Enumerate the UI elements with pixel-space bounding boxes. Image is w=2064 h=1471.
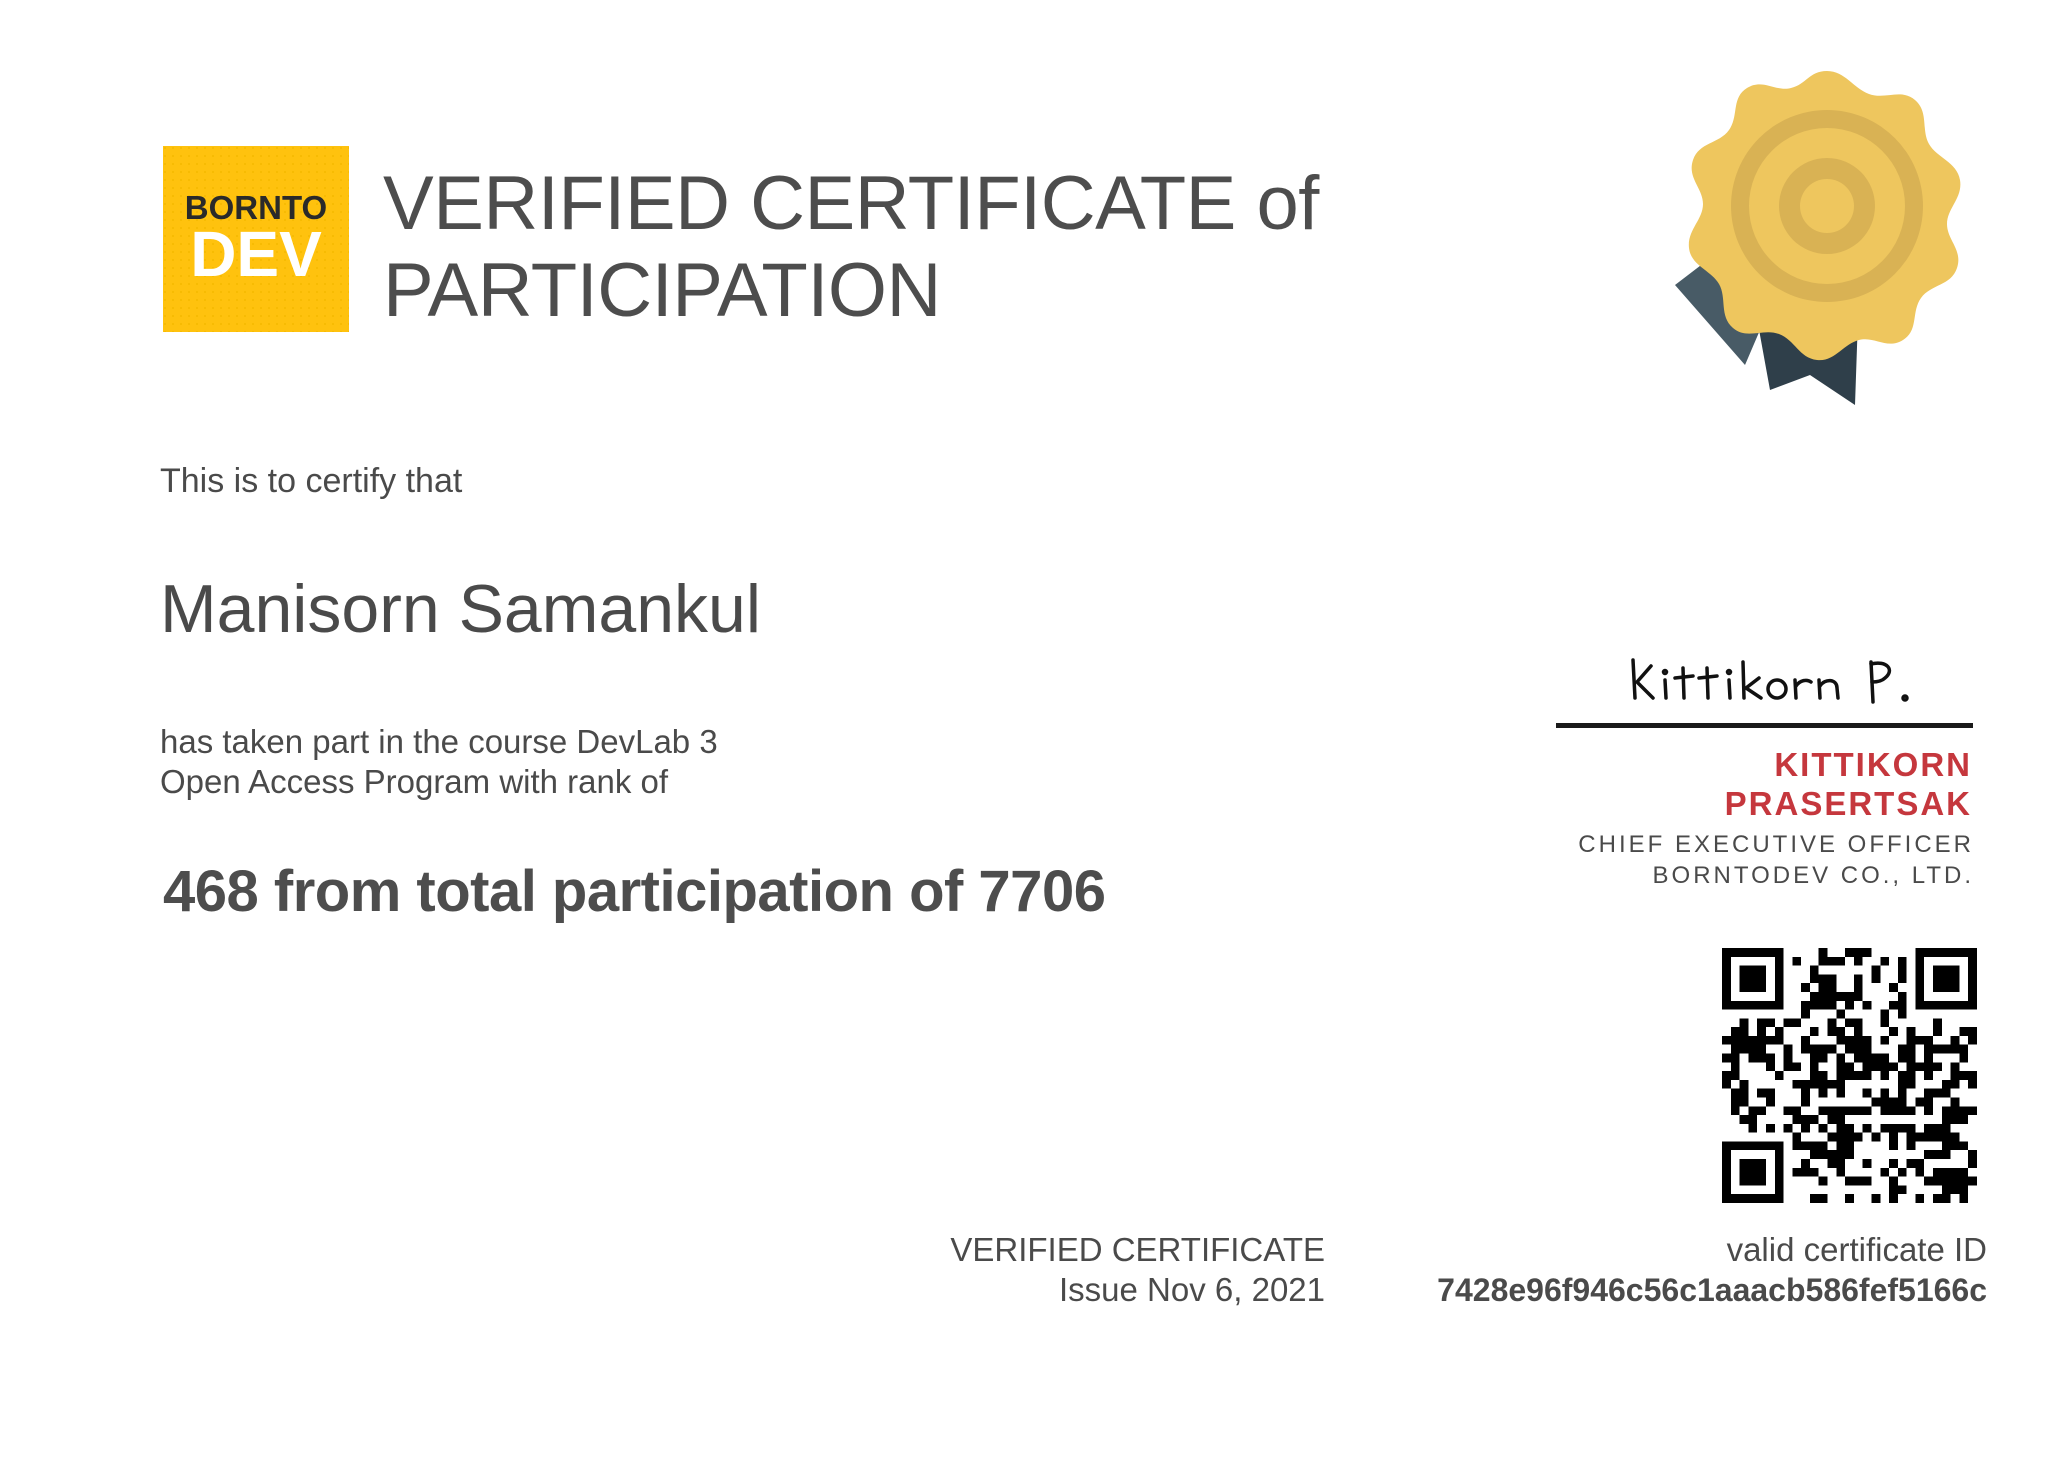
certificate-id-label: valid certificate ID bbox=[1726, 1231, 1987, 1268]
signer-company: BORNTODEV CO., LTD. bbox=[1652, 862, 1974, 889]
qr-code-icon bbox=[1722, 948, 1977, 1203]
course-description bbox=[160, 722, 718, 802]
signer-role: CHIEF EXECUTIVE OFFICER bbox=[1578, 831, 1974, 858]
rank-statement: 468 from total participation of 7706 bbox=[163, 859, 1106, 924]
signer-name-line-2: PRASERTSAK bbox=[1724, 785, 1972, 822]
award-ribbon-icon bbox=[1630, 60, 1970, 410]
signer-title bbox=[1500, 829, 1974, 891]
signature-line bbox=[1556, 723, 1973, 728]
course-line-2: Open Access Program with rank of bbox=[160, 763, 669, 800]
logo-text-bottom: DEV bbox=[190, 218, 322, 290]
certificate-title bbox=[383, 160, 1383, 334]
course-line-1: has taken part in the course DevLab 3 bbox=[160, 723, 718, 760]
verified-label: VERIFIED CERTIFICATE bbox=[950, 1231, 1325, 1268]
certificate-id-block bbox=[1300, 1230, 1987, 1310]
certify-intro: This is to certify that bbox=[160, 462, 463, 500]
title-line-2: PARTICIPATION bbox=[383, 248, 941, 333]
verified-block bbox=[900, 1230, 1325, 1310]
title-line-1: VERIFIED CERTIFICATE of bbox=[383, 161, 1319, 246]
signer-name-line-1: KITTIKORN bbox=[1774, 746, 1972, 783]
logo-text-top: BORNTO bbox=[184, 189, 328, 226]
borntodev-logo bbox=[163, 146, 349, 332]
recipient-name: Manisorn Samankul bbox=[160, 571, 761, 647]
signer-name bbox=[1500, 745, 1972, 823]
handwritten-signature bbox=[1555, 636, 1975, 726]
certificate-id-value: 7428e96f946c56c1aaacb586fef5166c bbox=[1437, 1272, 1987, 1308]
issue-date: Issue Nov 6, 2021 bbox=[1059, 1271, 1325, 1308]
